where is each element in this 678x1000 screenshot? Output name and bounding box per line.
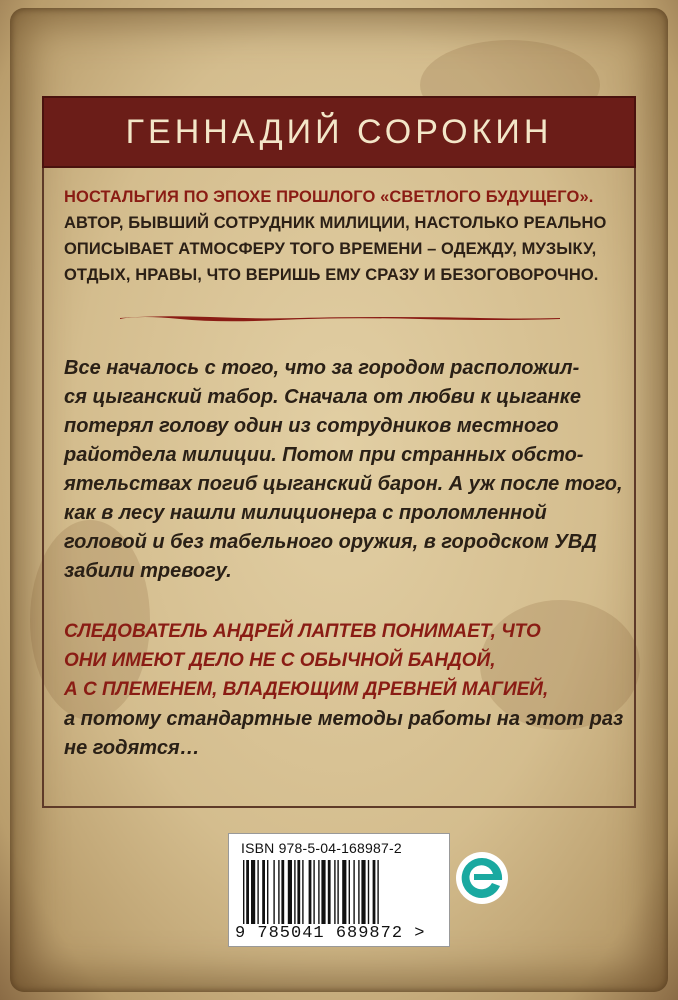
barcode-icon xyxy=(241,860,439,924)
tagline-block xyxy=(64,184,624,288)
synopsis-text xyxy=(64,354,634,586)
synopsis-line: Все началось с того, что за городом расположил- xyxy=(64,357,580,379)
barcode-stripe xyxy=(246,860,249,924)
barcode-stripe xyxy=(294,860,295,924)
isbn-label: ISBN 978-5-04-168987-2 xyxy=(241,840,402,856)
barcode-stripe xyxy=(353,860,354,924)
brush-divider xyxy=(120,314,560,322)
barcode-stripe xyxy=(361,860,365,924)
synopsis-line: забили тревогу. xyxy=(64,560,232,582)
barcode-digits: 9 785041 689872 > xyxy=(235,924,426,943)
barcode-stripe xyxy=(321,860,325,924)
author-name: ГЕННАДИЙ СОРОКИН xyxy=(125,112,553,151)
barcode-stripe xyxy=(243,860,244,924)
barcode-stripe xyxy=(251,860,255,924)
eksmo-e-logo-icon xyxy=(452,848,512,908)
barcode-stripe xyxy=(262,860,265,924)
barcode-stripe xyxy=(281,860,284,924)
barcode-stripe xyxy=(302,860,303,924)
isbn-barcode-box xyxy=(228,833,450,947)
closing-line: не годятся… xyxy=(64,737,200,759)
barcode-stripe xyxy=(313,860,314,924)
barcode-stripe xyxy=(334,860,335,924)
barcode-stripe xyxy=(337,860,338,924)
barcode-stripe xyxy=(257,860,258,924)
synopsis-line: ся цыганский табор. Сначала от любви к цыганке xyxy=(64,386,582,408)
highlight-line: СЛЕДОВАТЕЛЬ АНДРЕЙ ЛАПТЕВ ПОНИМАЕТ, ЧТО xyxy=(64,621,541,642)
barcode-stripe xyxy=(273,860,274,924)
synopsis-line: как в лесу нашли милиционера с проломленной xyxy=(64,502,547,524)
barcode-stripe xyxy=(328,860,331,924)
barcode-stripe xyxy=(267,860,268,924)
barcode-stripe xyxy=(297,860,300,924)
barcode-stripe xyxy=(278,860,279,924)
highlight-line: ОНИ ИМЕЮТ ДЕЛО НЕ С ОБЫЧНОЙ БАНДОЙ, xyxy=(64,650,496,671)
barcode-stripe xyxy=(318,860,319,924)
tagline-red-line: НОСТАЛЬГИЯ ПО ЭПОХЕ ПРОШЛОГО «СВЕТЛОГО БУДУЩЕГО». xyxy=(64,188,594,206)
author-banner xyxy=(42,96,636,168)
tagline-line: ОТДЫХ, НРАВЫ, ЧТО ВЕРИШЬ ЕМУ СРАЗУ И БЕЗОГОВОРОЧНО. xyxy=(64,266,599,284)
closing-text xyxy=(64,705,634,763)
synopsis-line: потерял голову один из сотрудников местного xyxy=(64,415,559,437)
highlight-text xyxy=(64,617,634,704)
barcode-stripe xyxy=(288,860,292,924)
synopsis-line: головой и без табельного оружия, в городском УВД xyxy=(64,531,597,553)
tagline-line: АВТОР, БЫВШИЙ СОТРУДНИК МИЛИЦИИ, НАСТОЛЬКО РЕАЛЬНО xyxy=(64,214,607,232)
highlight-line: А С ПЛЕМЕНЕМ, ВЛАДЕЮЩИМ ДРЕВНЕЙ МАГИЕЙ, xyxy=(64,679,549,700)
synopsis-line: ятельствах погиб цыганский барон. А уж после того, xyxy=(64,473,623,495)
closing-line: а потому стандартные методы работы на этот раз xyxy=(64,708,624,730)
tagline-line: ОПИСЫВАЕТ АТМОСФЕРУ ТОГО ВРЕМЕНИ – ОДЕЖДУ, МУЗЫКУ, xyxy=(64,240,597,258)
barcode-stripe xyxy=(309,860,312,924)
barcode-stripe xyxy=(373,860,376,924)
synopsis-line: райотдела милиции. Потом при странных обсто- xyxy=(64,444,584,466)
barcode-stripe xyxy=(377,860,378,924)
barcode-stripe xyxy=(342,860,346,924)
barcode-stripe xyxy=(349,860,350,924)
barcode-stripe xyxy=(368,860,369,924)
barcode-stripe xyxy=(358,860,359,924)
